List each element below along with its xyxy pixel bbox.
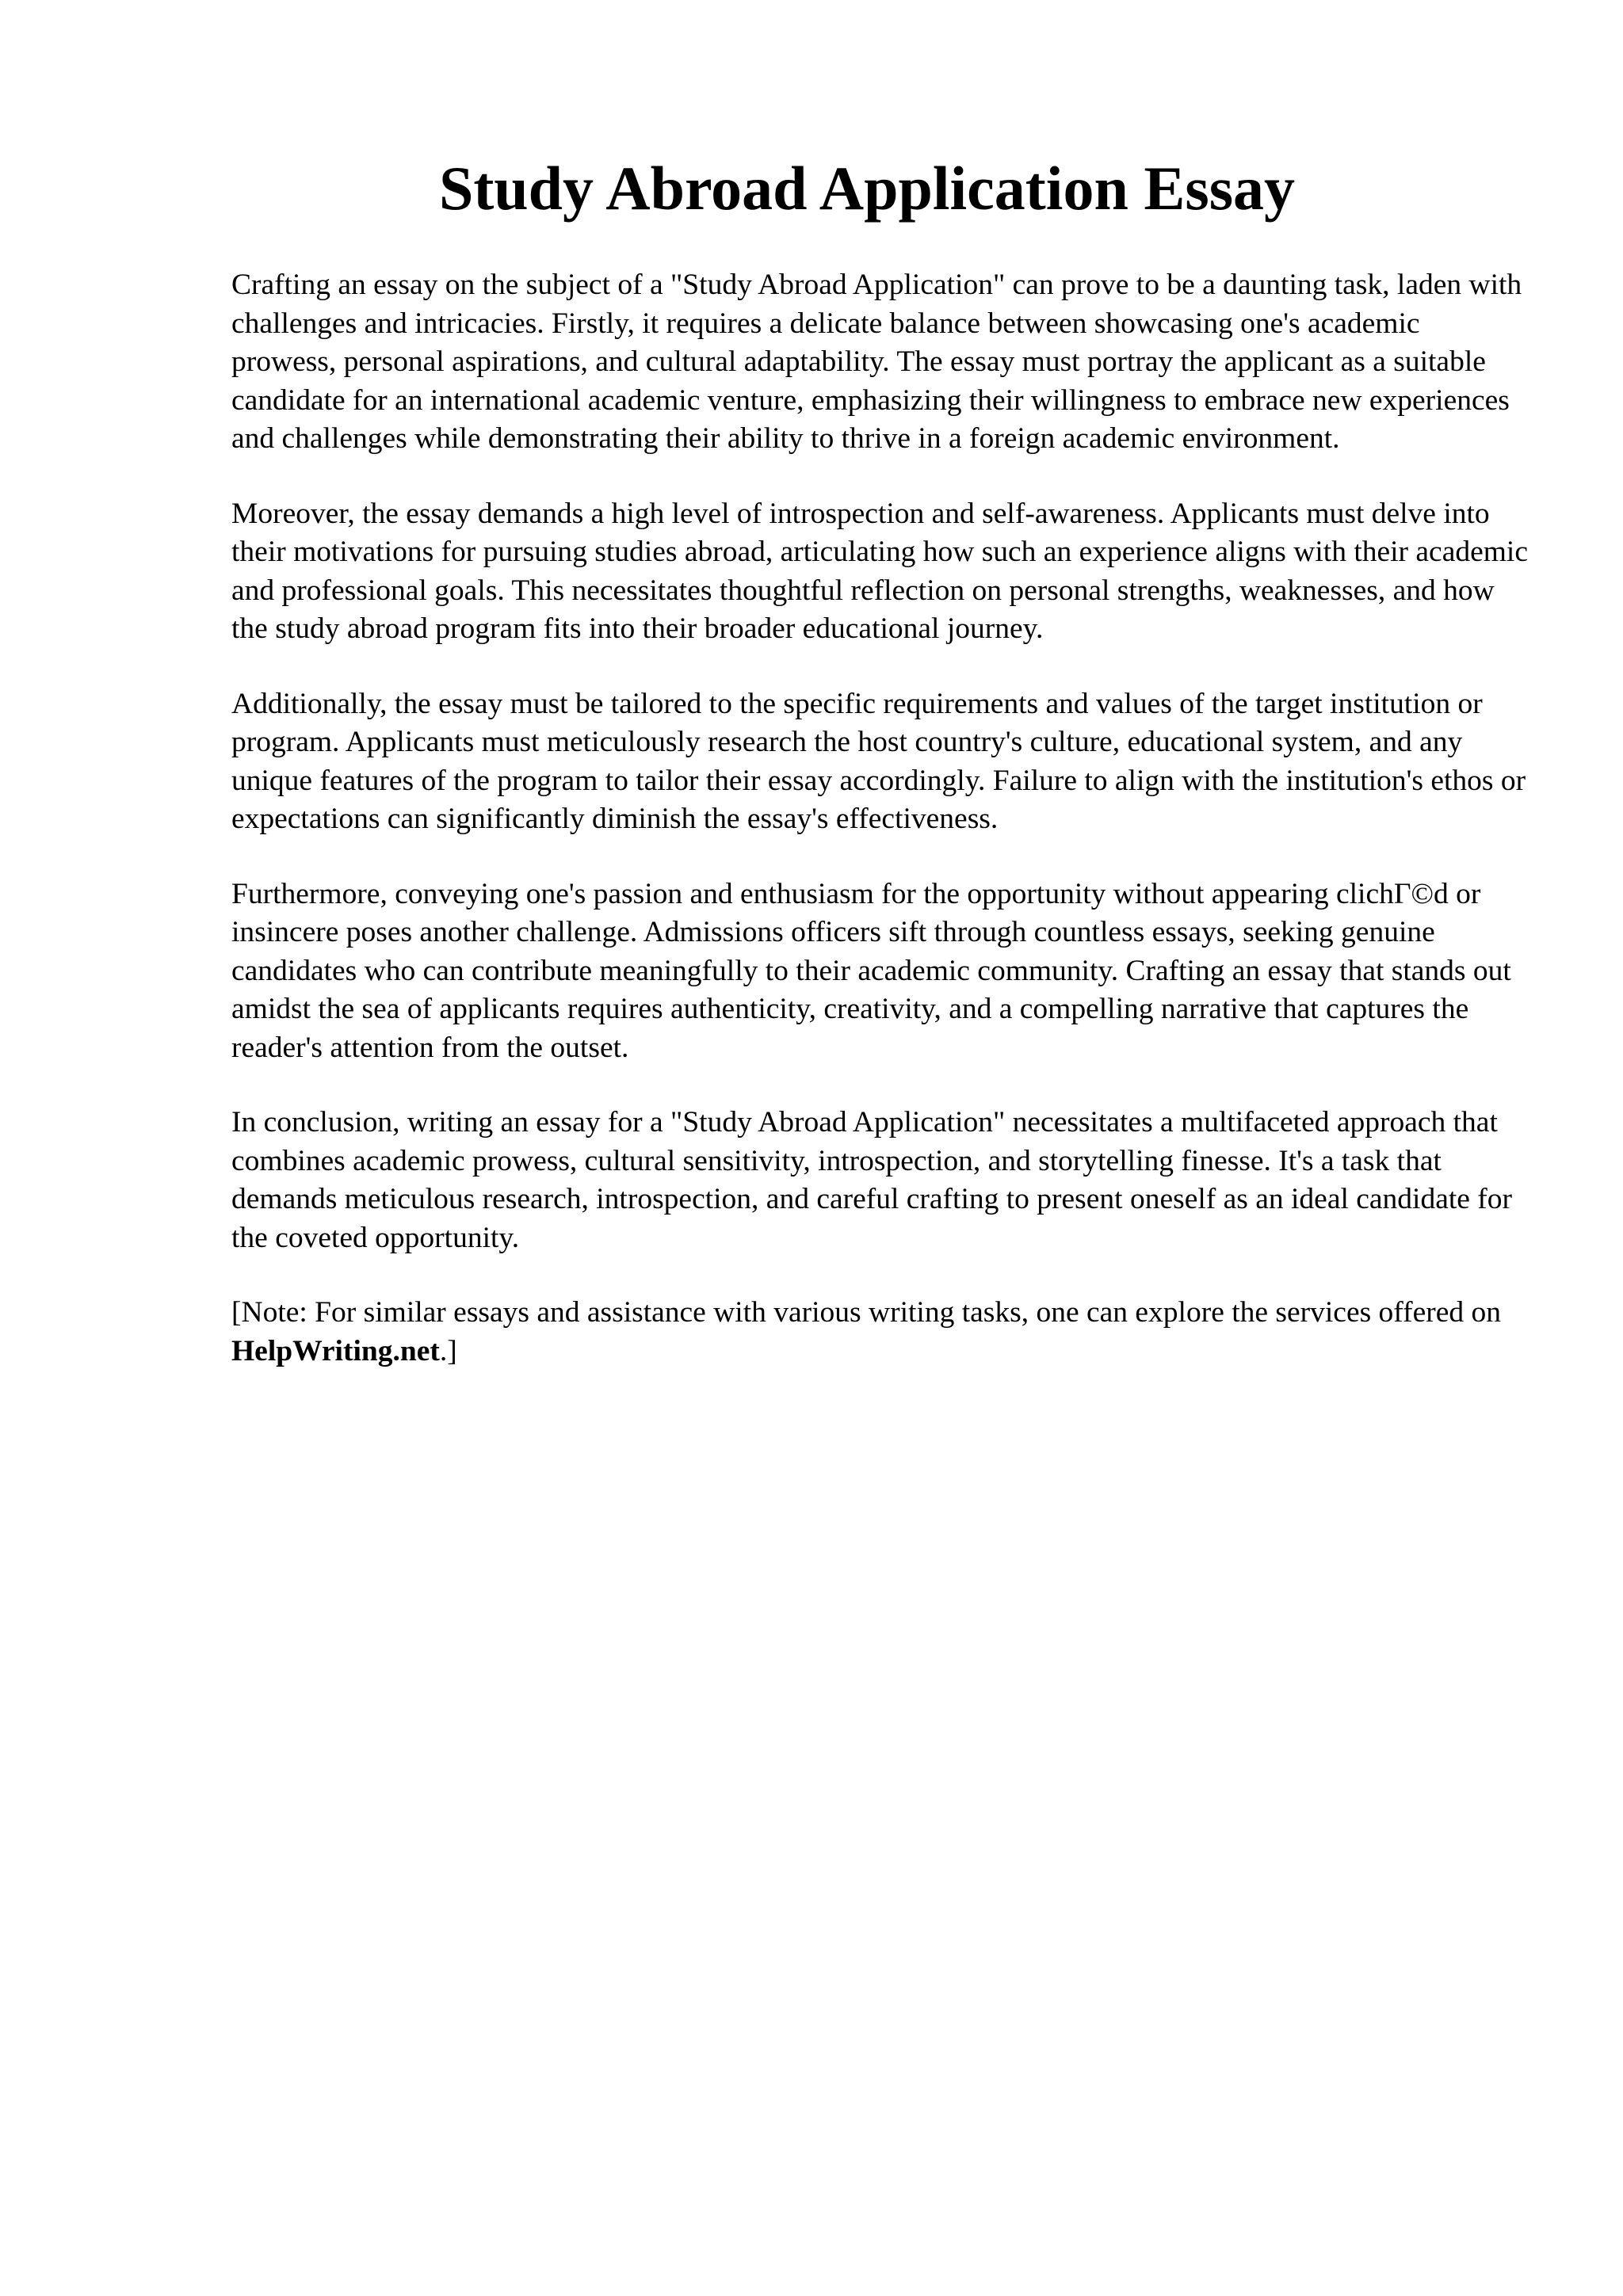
note-prefix: [Note: For similar essays and assistance with various writing tasks, one can explore the services offered on: [231, 1296, 1502, 1329]
paragraph-1: Crafting an essay on the subject of a "Study Abroad Application" can prove to be a daunting task, laden with challenges and intricacies. Firstly, it requires a delicate balance between showcasing one's academic prowess, personal aspirations, and cultural adaptability. The essay must portray the applicant as a suitable candidate for an international academic venture, emphasizing their willingness to embrace new experiences and challenges while demonstrating their ability to thrive in a foreign academic environment.: [231, 269, 1522, 455]
helpwriting-link[interactable]: HelpWriting.net: [231, 1334, 440, 1367]
paragraph-4: Furthermore, conveying one's passion and enthusiasm for the opportunity without appearing clichΓ©d or insincere poses another challenge. Admissions officers sift through countless essays, seeking genuine candidates who can contribute meaningfully to their academic community. Crafting an essay that stands out amidst the sea of applicants requires authenticity, creativity, and a compelling narrative that captures the reader's attention from the outset.: [231, 877, 1511, 1064]
note-paragraph: [231, 1294, 1531, 1371]
document-title: Study Abroad Application Essay: [438, 154, 1296, 223]
document-body: [231, 266, 1531, 1407]
paragraph-2: Moreover, the essay demands a high level of introspection and self-awareness. Applicants must delve into their motivations for pursuing studies abroad, articulating how such an experience aligns with their academic and professional goals. This necessitates thoughtful reflection on personal strengths, weaknesses, and how the study abroad program fits into their broader educational journey.: [231, 497, 1528, 645]
paragraph-5: In conclusion, writing an essay for a "Study Abroad Application" necessitates a multifaceted approach that combines academic prowess, cultural sensitivity, introspection, and storytelling finesse. It's a task that demands meticulous research, introspection, and careful crafting to present oneself as an ideal candidate for the coveted opportunity.: [231, 1106, 1513, 1254]
paragraph-3: Additionally, the essay must be tailored to the specific requirements and values of the target institution or program. Applicants must meticulously research the host country's culture, educational system, and any unique features of the program to tailor their essay accordingly. Failure to align with the institution's ethos or expectations can significantly diminish the essay's effectiveness.: [231, 687, 1526, 835]
note-suffix: .]: [439, 1334, 457, 1367]
